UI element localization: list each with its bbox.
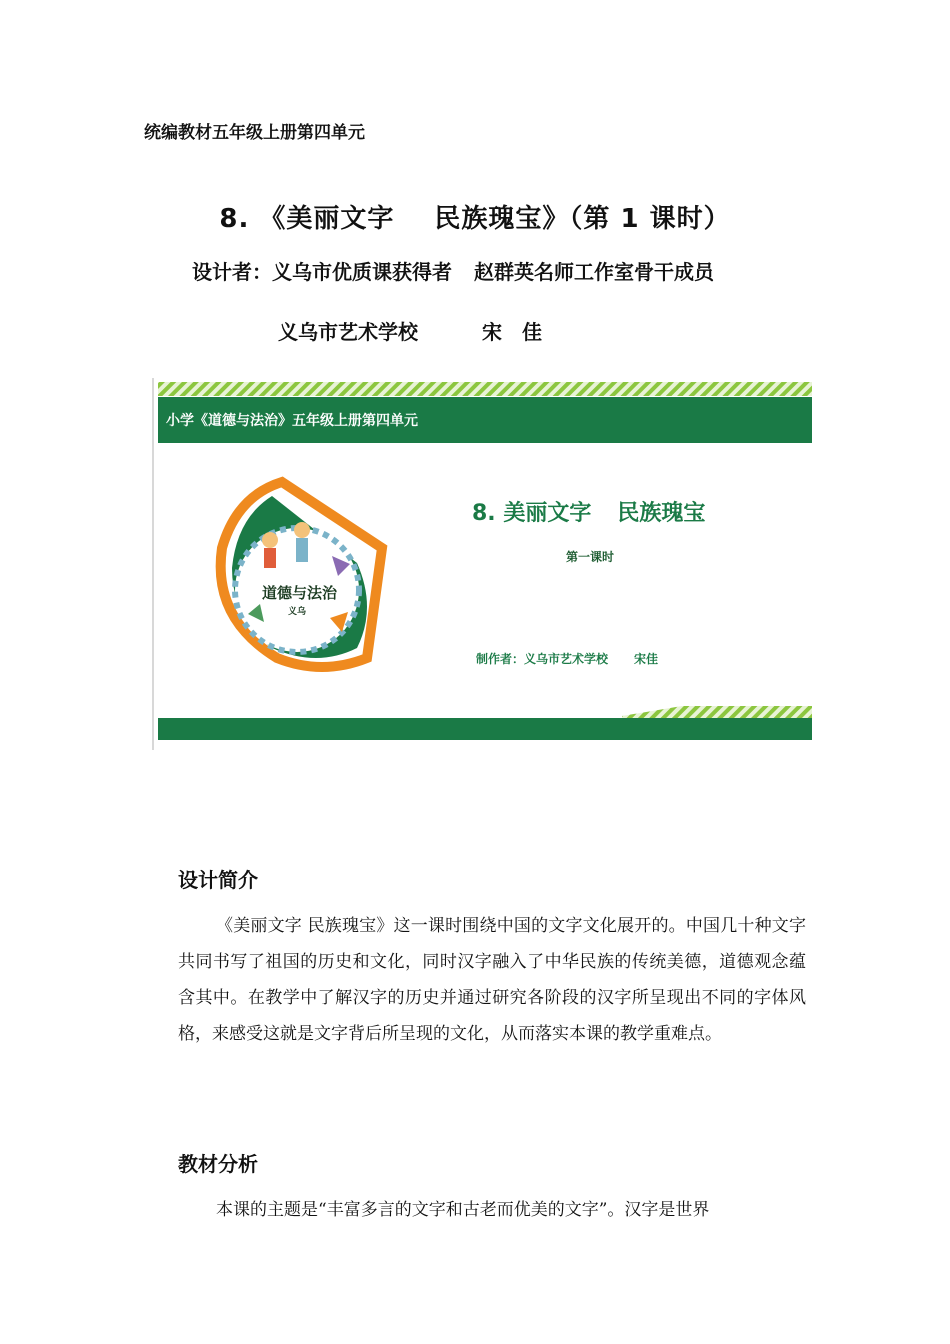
logo-subtext: 义乌 — [288, 607, 307, 617]
slide-footer-band — [158, 718, 812, 740]
logo-text: 道德与法治 — [262, 584, 338, 602]
school-line — [278, 316, 542, 345]
slide-period: 第一课时 — [566, 550, 615, 564]
author-name: 宋 佳 — [482, 320, 542, 344]
slide-title-part1: 8. 美丽文字 — [472, 501, 592, 526]
section-heading-design: 设计简介 — [178, 868, 258, 892]
section-heading-analysis: 教材分析 — [178, 1152, 258, 1176]
school-name: 义乌市艺术学校 — [278, 320, 418, 344]
lesson-title-part2: 民族瑰宝》（第 1 课时） — [434, 204, 731, 234]
section-text-analysis: 本课的主题是“丰富多言的文字和古老而优美的文字”。汉字是世界 — [216, 1200, 710, 1220]
lesson-title — [0, 198, 950, 235]
section-text-design: 《美丽文字 民族瑰宝》这一课时围绕中国的文字文化展开的。中国几十种文字共同书写了祖国的历史和文化，同时汉字融入了中华民族的传统美德，道德观念蕴含其中。在教学中了解汉字的历史并通过研究各阶段的汉字所呈现出不同的字体风格，来感受这就是文字背后所呈现的文化，从而落实本课的教学重难点。 — [178, 916, 806, 1044]
slide-title-part2: 民族瑰宝 — [617, 501, 706, 526]
logo-graphic — [221, 482, 382, 667]
bottom-stripe-band — [622, 706, 812, 718]
lesson-title-part1: 8. 《美丽文字 — [219, 204, 395, 234]
slide-maker-name: 宋佳 — [634, 652, 659, 666]
slide-title — [472, 496, 705, 527]
slide-header-text: 小学《道德与法治》五年级上册第四单元 — [166, 413, 418, 429]
designer-studio: 赵群英名师工作室骨干成员 — [474, 260, 714, 284]
slide-maker — [476, 650, 658, 667]
designer-line — [192, 256, 714, 285]
top-stripe-band — [158, 382, 812, 396]
designer-award: 设计者：义乌市优质课获得者 — [192, 260, 452, 284]
slide-maker-label: 制作者：义乌市艺术学校 — [476, 652, 609, 666]
unit-label: 统编教材五年级上册第四单元 — [144, 123, 365, 143]
